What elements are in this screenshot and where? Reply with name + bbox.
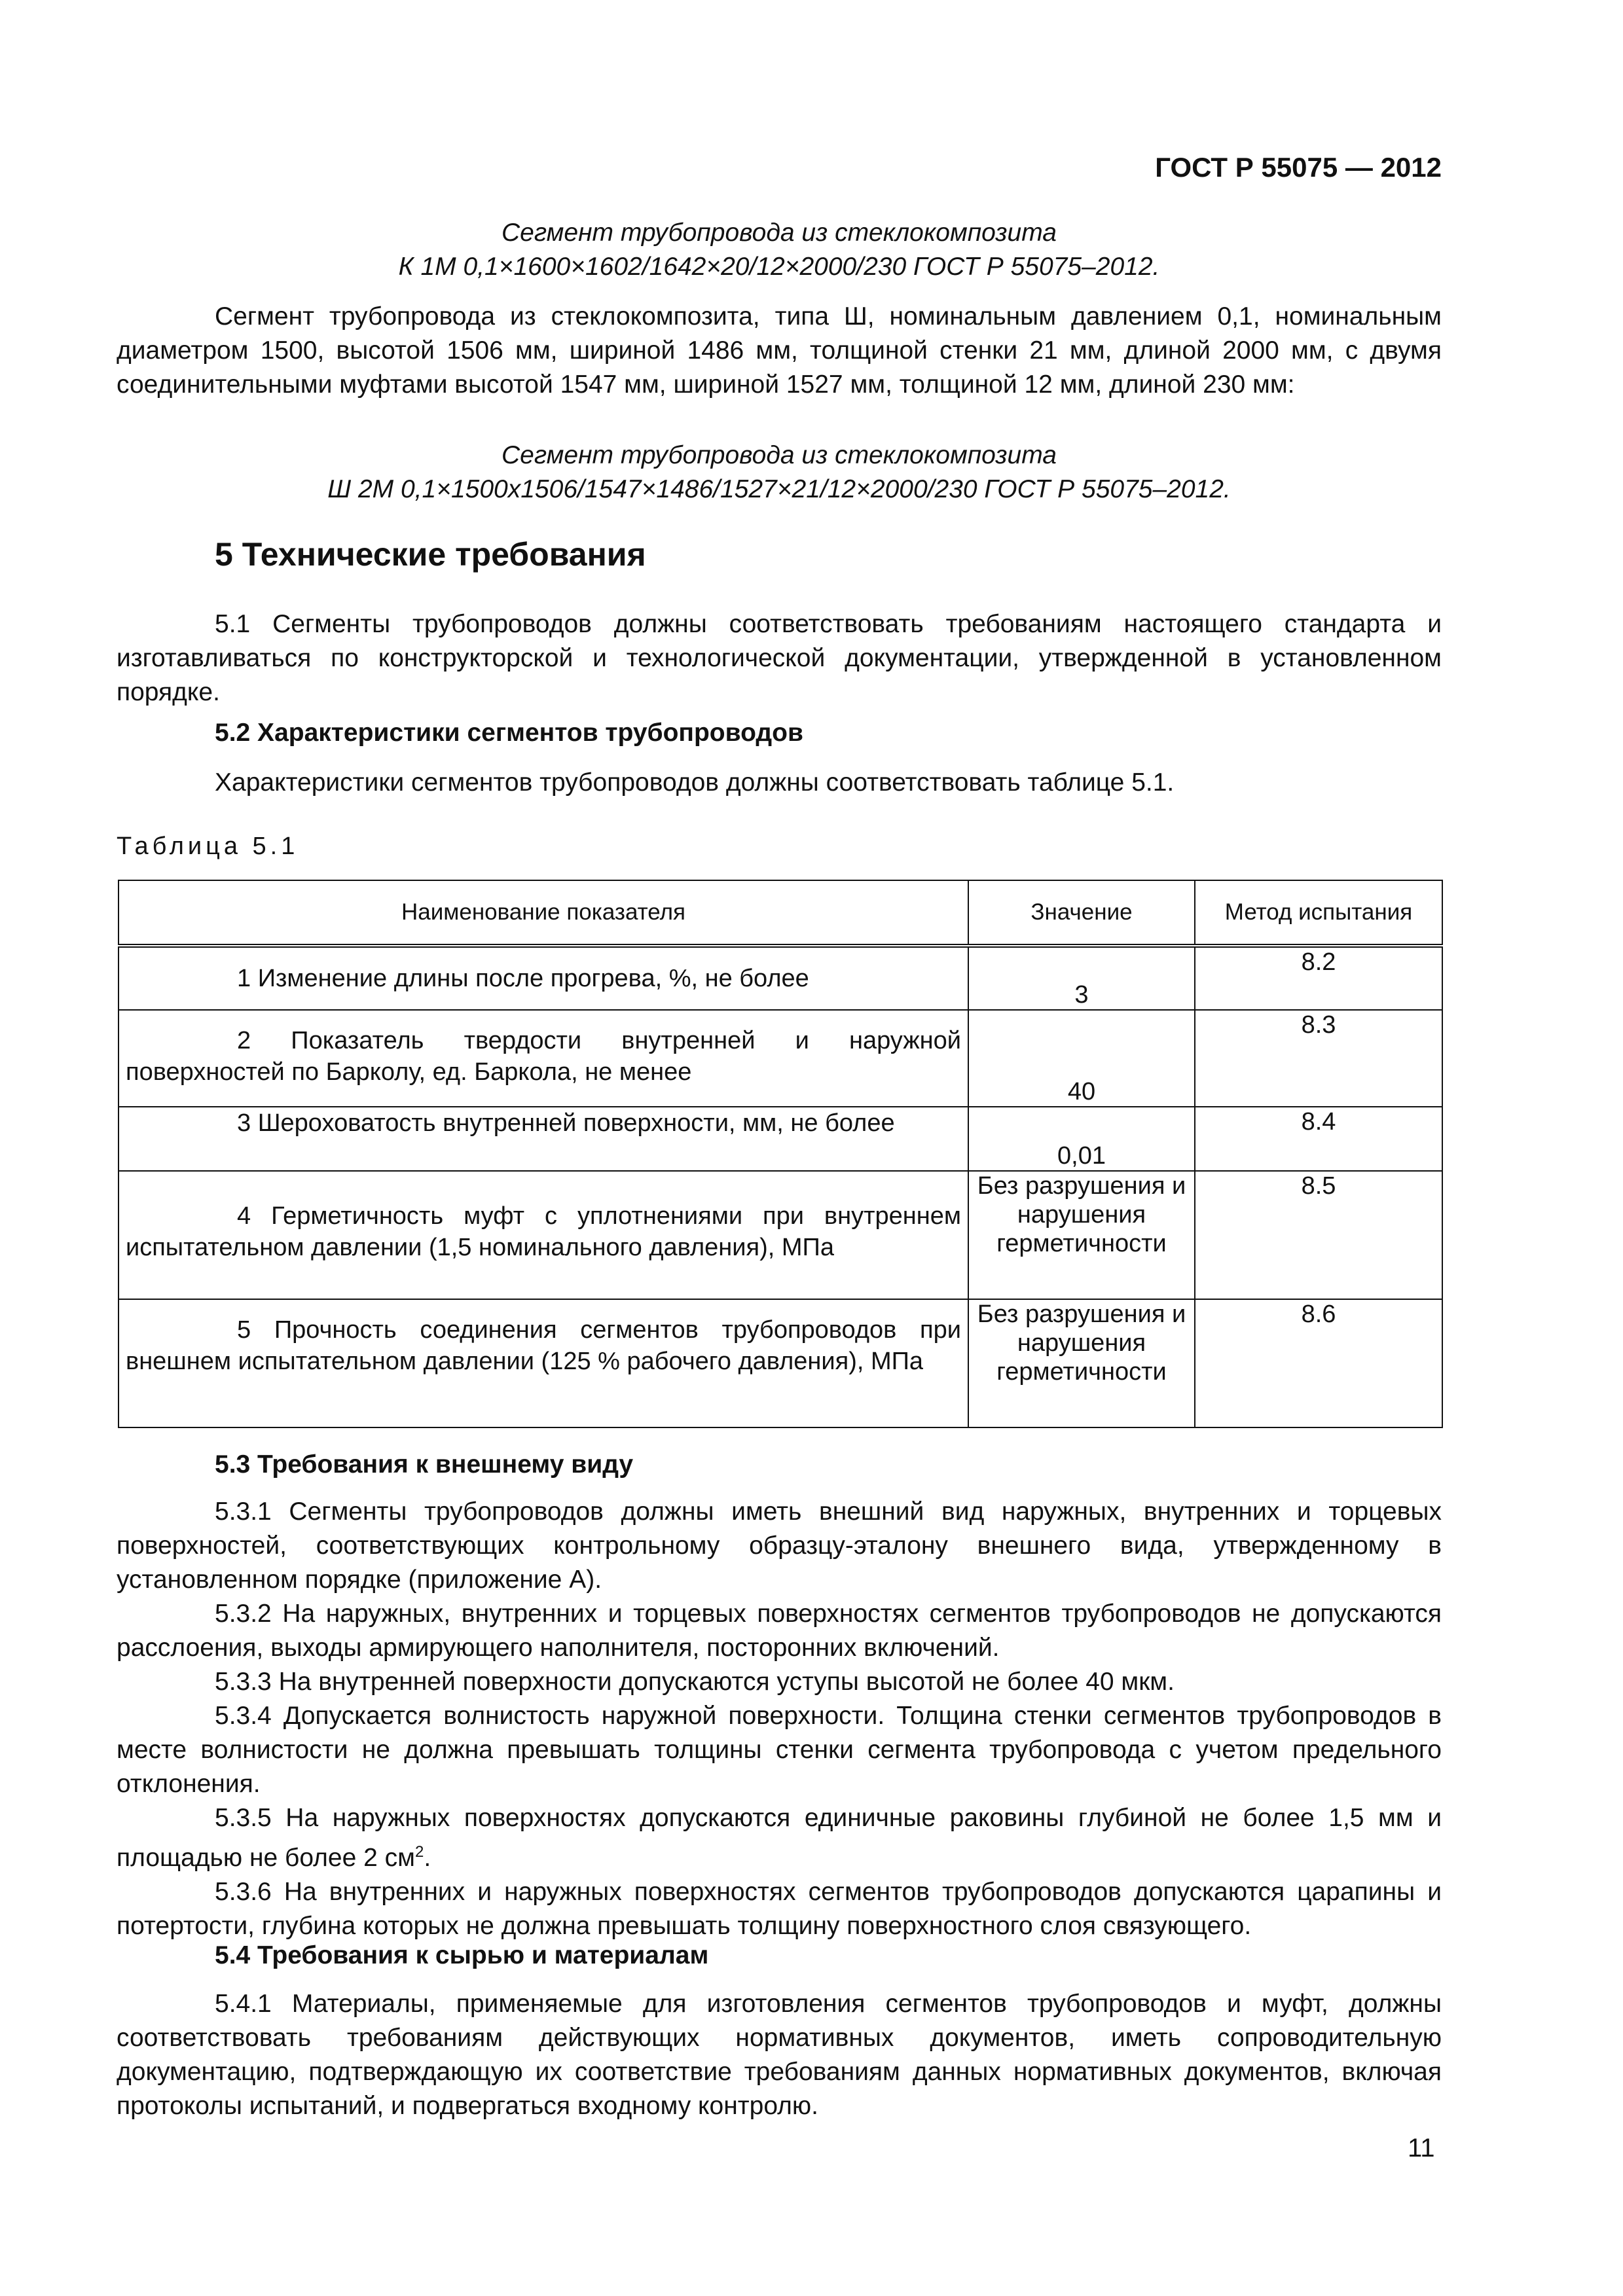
section-heading: 5 Технические требования xyxy=(215,536,646,573)
paragraph-5-3-5 xyxy=(117,1801,1442,1875)
paragraph-text: Сегмент трубопровода из стеклокомпозита, типа Ш, номинальным давлением 0,1, номинальным диаметром 1500, высотой 1506 мм, шириной 1486 мм, толщиной стенки 21 мм, длиной 2000 мм, с двумя соединительными муфтами высотой 1547 мм, шириной 1527 мм, толщиной 12 мм, длиной 230 мм: xyxy=(117,302,1442,399)
paragraph-5-3-1: 5.3.1 Сегменты трубопроводов должны иметь внешний вид наружных, внутренних и торцевых поверхностей, соответствующих контрольному образцу-эталону внешнего вида, утвержденному в установленном порядке (приложение А). xyxy=(117,1498,1442,1594)
designation-line: Сегмент трубопровода из стеклокомпозита xyxy=(501,219,1057,247)
designation-line: Ш 2М 0,1×1500х1506/1547×1486/1527×21/12×2000/230 ГОСТ Р 55075–2012. xyxy=(327,475,1231,503)
cell-method: 8.5 xyxy=(1195,1171,1442,1299)
paragraph-text: . xyxy=(424,1844,431,1872)
cell-method: 8.2 xyxy=(1195,946,1442,1010)
subsection-heading-5-4: 5.4 Требования к сырью и материалам xyxy=(215,1941,709,1969)
table-row xyxy=(119,1171,1442,1299)
paragraph-5-4-1 xyxy=(117,1987,1442,2123)
cell-value: 3 xyxy=(968,946,1195,1010)
table-row xyxy=(119,1107,1442,1171)
paragraph-text: 5.1 Сегменты трубопроводов должны соответствовать требованиям настоящего стандарта и изготавливаться по конструкторской и технологической документации, утвержденной в установленном порядке. xyxy=(117,610,1442,706)
paragraph-text: Характеристики сегментов трубопроводов должны соответствовать таблице 5.1. xyxy=(215,768,1175,797)
paragraph-text: 5.4.1 Материалы, применяемые для изготовления сегментов трубопроводов и муфт, должны соответствовать требованиям действующих нормативных документов, иметь сопроводительную документацию, подтверждающую их соответствие требованиям данных нормативных документов, включая протоколы испытаний, и подвергаться входному контролю. xyxy=(117,1990,1442,2120)
paragraph-5-3-3: 5.3.3 На внутренней поверхности допускаются уступы высотой не более 40 мкм. xyxy=(215,1668,1175,1696)
designation-example-1 xyxy=(117,216,1442,284)
cell-name: 3 Шероховатость внутренней поверхности, мм, не более xyxy=(119,1107,968,1171)
paragraph-5-2 xyxy=(117,766,1442,800)
cell-method: 8.4 xyxy=(1195,1107,1442,1171)
table-header-row xyxy=(119,880,1442,946)
cell-name: 2 Показатель твердости внутренней и наружной поверхностей по Барколу, ед. Баркола, не менее xyxy=(119,1010,968,1107)
table-row xyxy=(119,1299,1442,1427)
paragraph-5-3-2: 5.3.2 На наружных, внутренних и торцевых поверхностях сегментов трубопроводов не допускаются расслоения, выходы армирующего наполнителя, посторонних включений. xyxy=(117,1600,1442,1662)
subsection-5-3-body xyxy=(117,1495,1442,1943)
paragraph-5-3-6: 5.3.6 На внутренних и наружных поверхностях сегментов трубопроводов допускаются царапины и потертости, глубина которых не должна превышать толщину поверхностного слоя связующего. xyxy=(117,1878,1442,1940)
table-row xyxy=(119,946,1442,1010)
designation-line: К 1М 0,1×1600×1602/1642×20/12×2000/230 ГОСТ Р 55075–2012. xyxy=(398,253,1160,281)
paragraph-text: 5.3.5 На наружных поверхностях допускаются единичные раковины глубиной не более 1,5 мм и площадью не более 2 см xyxy=(117,1804,1442,1872)
superscript: 2 xyxy=(414,1843,424,1861)
cell-method: 8.6 xyxy=(1195,1299,1442,1427)
table-row xyxy=(119,1010,1442,1107)
column-header-method: Метод испытания xyxy=(1195,880,1442,946)
table-caption: Таблица 5.1 xyxy=(117,833,299,860)
designation-line: Сегмент трубопровода из стеклокомпозита xyxy=(501,441,1057,469)
cell-name: 4 Герметичность муфт с уплотнениями при внутреннем испытательном давлении (1,5 номинального давления), МПа xyxy=(119,1171,968,1299)
cell-value: Без разрушения и нарушения герметичности xyxy=(968,1171,1195,1299)
cell-name: 1 Изменение длины после прогрева, %, не более xyxy=(119,946,968,1010)
cell-value: 40 xyxy=(968,1010,1195,1107)
cell-value: 0,01 xyxy=(968,1107,1195,1171)
cell-name: 5 Прочность соединения сегментов трубопроводов при внешнем испытательном давлении (125 % рабочего давления), МПа xyxy=(119,1299,968,1427)
characteristics-table xyxy=(118,880,1443,1428)
example-paragraph xyxy=(117,300,1442,402)
cell-value: Без разрушения и нарушения герметичности xyxy=(968,1299,1195,1427)
cell-method: 8.3 xyxy=(1195,1010,1442,1107)
page-number: 11 xyxy=(1408,2134,1435,2162)
paragraph-5-3-4: 5.3.4 Допускается волнистость наружной поверхности. Толщина стенки сегментов трубопроводов в месте волнистости не должна превышать толщины стенки сегмента трубопровода с учетом предельного отклонения. xyxy=(117,1702,1442,1798)
paragraph-5-1 xyxy=(117,607,1442,709)
designation-example-2 xyxy=(117,439,1442,507)
document-code: ГОСТ Р 55075 — 2012 xyxy=(1155,152,1442,183)
subsection-heading-5-2: 5.2 Характеристики сегментов трубопроводов xyxy=(215,719,803,747)
subsection-heading-5-3: 5.3 Требования к внешнему виду xyxy=(215,1450,634,1479)
column-header-name: Наименование показателя xyxy=(119,880,968,946)
column-header-value: Значение xyxy=(968,880,1195,946)
